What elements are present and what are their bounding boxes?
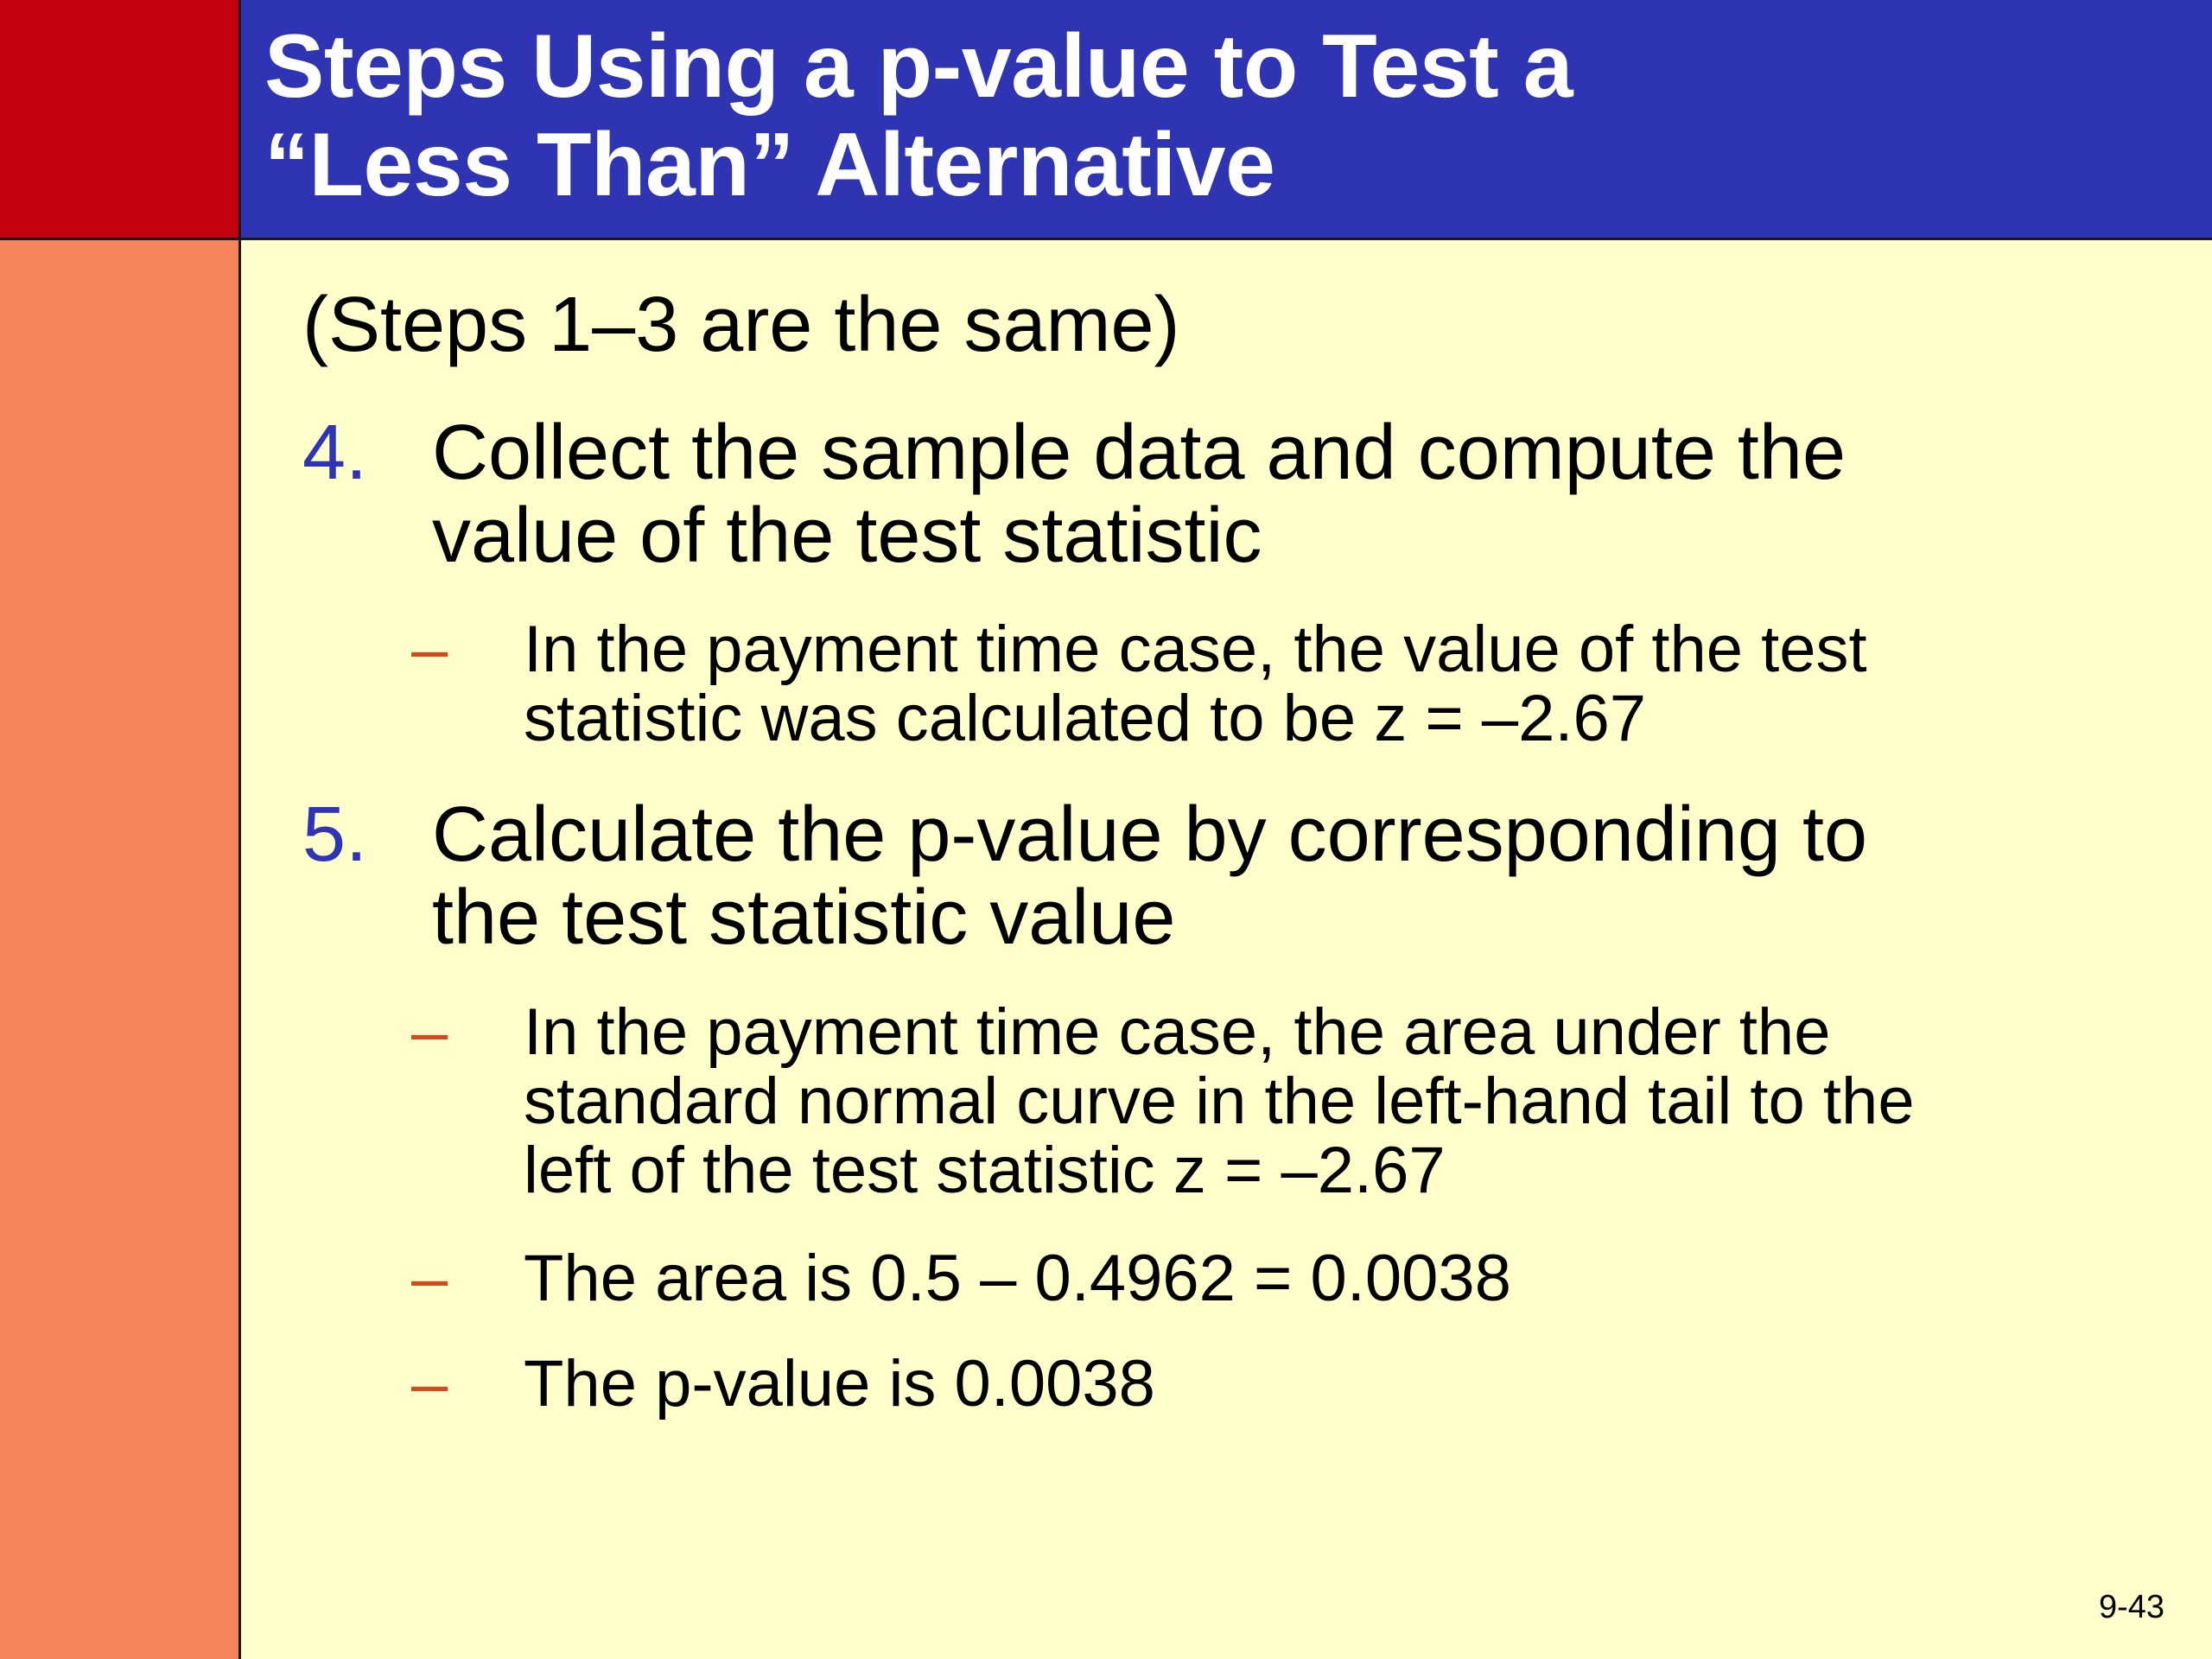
step-5-bullet-2-line-1: The area is 0.5 – 0.4962 = 0.0038 bbox=[524, 1242, 1511, 1315]
slide-title-line-2: “Less Than” Alternative bbox=[264, 115, 1275, 215]
step-5-bullet-1-line-2: standard normal curve in the left-hand tail to the bbox=[524, 1065, 1915, 1138]
step-5-text bbox=[432, 793, 1867, 959]
step-5-bullet-2-text bbox=[524, 1244, 1511, 1313]
step-4-line-1: Collect the sample data and compute the bbox=[432, 410, 1846, 496]
step-5-line-1: Calculate the p-value by corresponding to bbox=[432, 791, 1868, 878]
step-5-bullet-3-text bbox=[524, 1347, 1155, 1421]
step-5-bullet-1-line-3: left of the test statistic z = –2.67 bbox=[524, 1134, 1446, 1207]
step-4-number: 4. bbox=[302, 410, 368, 496]
step-5-line-2: the test statistic value bbox=[432, 874, 1176, 961]
step-5-bullet-2-dash: – bbox=[411, 1242, 448, 1315]
intro-text: (Steps 1–3 are the same) bbox=[302, 282, 1180, 368]
step-4-bullet-1-dash: – bbox=[411, 613, 448, 686]
step-4-text bbox=[432, 411, 1846, 577]
step-5-bullet-1-dash: – bbox=[411, 995, 448, 1069]
step-4-bullet-1-line-2: statistic was calculated to be z = –2.67 bbox=[524, 682, 1647, 755]
slide-number: 9-43 bbox=[2098, 1589, 2164, 1625]
slide-title-line-1: Steps Using a p-value to Test a bbox=[264, 16, 1573, 117]
step-5-bullet-3-line-1: The p-value is 0.0038 bbox=[524, 1347, 1155, 1421]
step-5-bullet-1-text bbox=[524, 995, 1915, 1207]
step-5-bullet-3-dash: – bbox=[411, 1347, 448, 1421]
step-4-bullet-1-text bbox=[524, 615, 1867, 753]
step-5-number: 5. bbox=[302, 791, 368, 878]
step-4-bullet-1-line-1: In the payment time case, the value of the test bbox=[524, 613, 1867, 686]
step-4-line-2: value of the test statistic bbox=[432, 493, 1262, 579]
step-5-bullet-1-line-1: In the payment time case, the area under the bbox=[524, 995, 1831, 1069]
